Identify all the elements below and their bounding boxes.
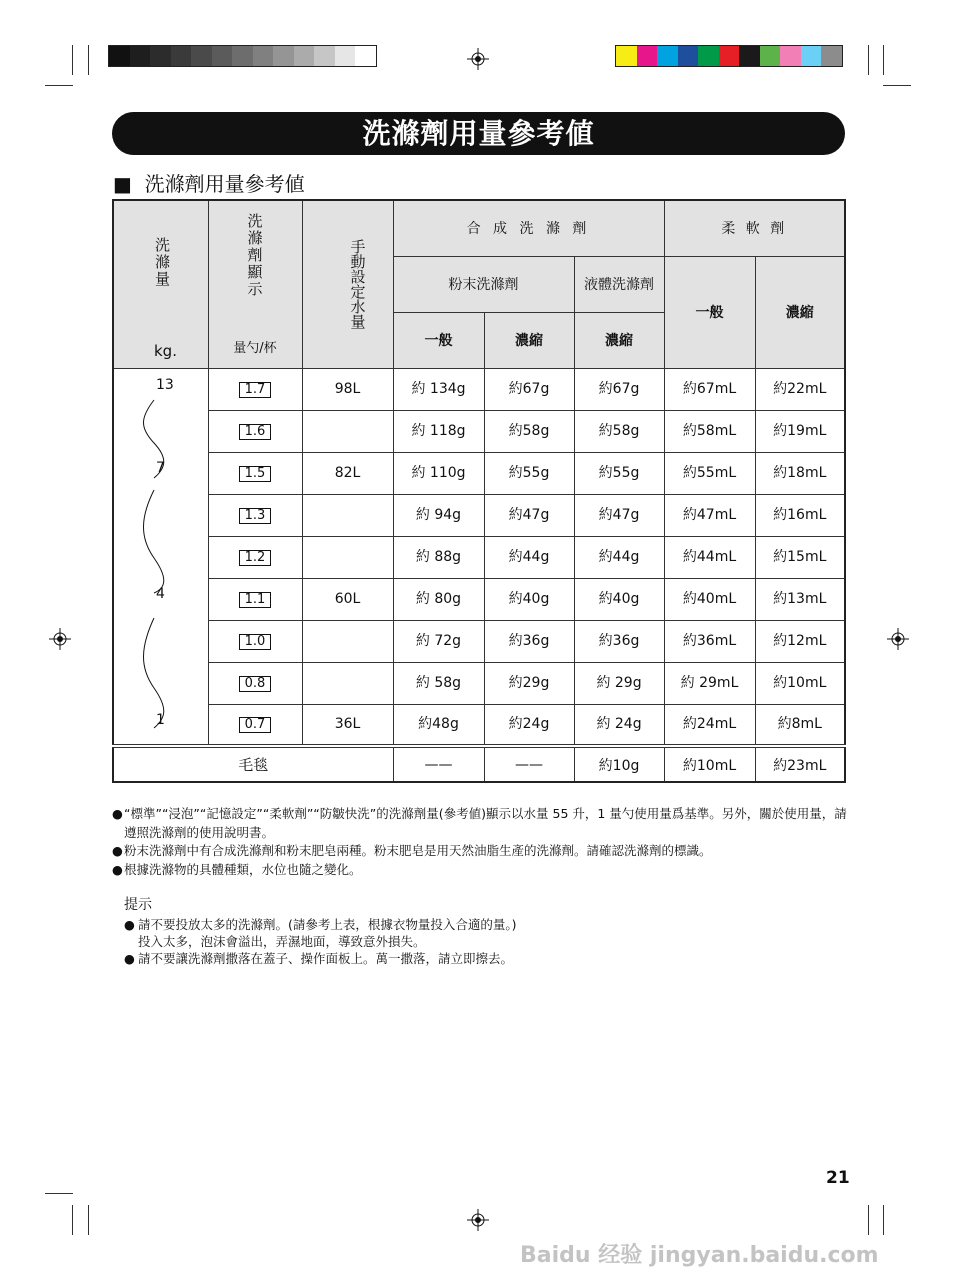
section-heading (113, 168, 305, 197)
color-swatch (821, 46, 842, 66)
color-swatch (760, 46, 781, 66)
crop-mark (883, 85, 911, 86)
blanket-soft-normal: 約10mL (664, 746, 755, 782)
liquid-conc-value: 約47g (598, 507, 640, 523)
cell-soft-normal (664, 536, 755, 578)
cell-water (302, 620, 393, 662)
table-row (113, 452, 845, 494)
liquid-conc-value: 約55g (598, 465, 640, 481)
soft-conc-value: 約8mL (777, 716, 822, 733)
cell-water (302, 704, 393, 746)
cell-display (208, 578, 302, 620)
tip-text: 請不要讓洗滌劑撒落在蓋子、操作面板上。萬一撒落，請立即擦去。 (138, 951, 514, 966)
header-soft-conc: 濃縮 (755, 256, 845, 368)
crop-mark (72, 45, 73, 75)
bullet-icon: ● (124, 951, 135, 966)
cell-liquid-conc (574, 368, 664, 410)
powder-conc-value: 約29g (508, 675, 550, 691)
cell-powder-normal (393, 410, 484, 452)
powder-normal-value: 約 134g (411, 381, 466, 397)
gray-swatch (273, 46, 294, 66)
kg-unit: kg. (154, 341, 177, 360)
square-bullet-icon: ■ (113, 172, 132, 196)
cell-soft-normal (664, 620, 755, 662)
page-title: 洗滌劑用量參考値 (112, 112, 845, 155)
powder-conc-value: 約44g (508, 549, 550, 565)
gray-swatch (150, 46, 171, 66)
registration-mark-icon (49, 628, 71, 650)
note-text: “標準”“浸泡”“記憶設定”“柔軟劑”“防皺快洗”的洗滌劑量(參考値)顯示以水量 55 升，1 量勺使用量爲基準。另外，關於使用量，請遵照洗滌劑的使用說明書。 (124, 806, 847, 840)
blanket-soft-conc: 約23mL (755, 746, 845, 782)
registration-mark-icon (467, 48, 489, 70)
manual-water-label: 手動設定水量 (348, 239, 367, 330)
cell-powder-conc (484, 452, 574, 494)
gray-swatch (191, 46, 212, 66)
display-value: 1.5 (239, 466, 271, 482)
detergent-table (112, 199, 846, 783)
water-value: 36L (334, 716, 361, 733)
water-value: 82L (334, 465, 361, 481)
cell-display (208, 368, 302, 410)
cell-soft-normal (664, 704, 755, 746)
display-value: 1.1 (239, 592, 271, 608)
powder-conc-value: 約24g (508, 716, 550, 733)
table-row (113, 662, 845, 704)
cell-display (208, 494, 302, 536)
cell-powder-normal (393, 536, 484, 578)
display-value: 0.8 (239, 676, 271, 692)
powder-normal-value: 約 72g (415, 633, 462, 649)
cell-powder-normal (393, 704, 484, 746)
powder-conc-value: 約67g (508, 381, 550, 397)
cell-powder-normal (393, 368, 484, 410)
soft-conc-value: 約16mL (773, 507, 827, 523)
header-powder-normal: 一般 (393, 312, 484, 368)
registration-mark-icon (887, 628, 909, 650)
water-value: 60L (334, 591, 361, 607)
cell-water (302, 452, 393, 494)
soft-normal-value: 約44mL (682, 549, 737, 565)
soft-conc-value: 約19mL (773, 423, 827, 439)
note-item (112, 861, 852, 880)
cell-water (302, 494, 393, 536)
powder-normal-value: 約 58g (415, 675, 462, 691)
blanket-label: 毛毯 (113, 746, 393, 782)
crop-mark (883, 45, 884, 75)
header-liquid: 液體洗滌劑 (574, 256, 664, 312)
gray-swatch (314, 46, 335, 66)
page-number: 21 (826, 1168, 850, 1188)
table-row (113, 704, 845, 746)
tip-text: 請不要投放太多的洗滌劑。(請參考上表，根據衣物量投入合適的量。) 投入太多，泡沫會溢出，弄濕地面，導致意外損失。 (138, 917, 517, 949)
color-swatch (719, 46, 740, 66)
cell-powder-conc (484, 368, 574, 410)
cell-display (208, 452, 302, 494)
cell-soft-normal (664, 452, 755, 494)
crop-mark (868, 1205, 869, 1235)
cell-powder-conc (484, 536, 574, 578)
cell-soft-conc (755, 494, 845, 536)
tip-item (124, 916, 852, 950)
table-row (113, 368, 845, 410)
powder-conc-value: 約55g (508, 465, 550, 481)
powder-normal-value: 約 94g (415, 507, 462, 523)
liquid-conc-value: 約58g (598, 423, 640, 439)
color-swatch (657, 46, 678, 66)
color-swatch (698, 46, 719, 66)
soft-normal-value: 約47mL (682, 507, 737, 523)
gray-swatch (253, 46, 274, 66)
bullet-icon: ● (112, 861, 123, 877)
spoon-unit: 量勺/杯 (233, 340, 277, 356)
soft-conc-value: 約13mL (773, 591, 827, 607)
gray-swatch (232, 46, 253, 66)
cell-soft-normal (664, 662, 755, 704)
crop-mark (45, 1193, 73, 1194)
powder-normal-value: 約 80g (415, 591, 462, 607)
display-value: 1.3 (239, 508, 271, 524)
blanket-powder-normal: —— (393, 746, 484, 782)
liquid-conc-value: 約 29g (596, 675, 642, 691)
kg-value: 7 (156, 460, 165, 476)
header-soft-normal: 一般 (664, 256, 755, 368)
color-swatch (678, 46, 699, 66)
gray-swatch (109, 46, 130, 66)
cell-liquid-conc (574, 494, 664, 536)
cell-liquid-conc (574, 662, 664, 704)
gray-swatch (335, 46, 356, 66)
soft-normal-value: 約36mL (682, 633, 737, 649)
cell-display (208, 704, 302, 746)
note-text: 根據洗滌物的具體種類，水位也隨之變化。 (124, 861, 362, 877)
wash-amount-label: 洗滌量 (153, 237, 171, 288)
grayscale-calibration-bar (108, 45, 377, 67)
soft-conc-value: 約22mL (773, 381, 827, 397)
cell-water (302, 536, 393, 578)
crop-mark (88, 45, 89, 75)
cell-soft-normal (664, 410, 755, 452)
detergent-display-label: 洗滌劑顯示 (245, 213, 264, 298)
tip-item (124, 950, 852, 967)
color-swatch (801, 46, 822, 66)
liquid-conc-value: 約67g (598, 381, 640, 397)
color-swatch (637, 46, 658, 66)
cell-soft-normal (664, 368, 755, 410)
cell-soft-conc (755, 452, 845, 494)
crop-mark (72, 1205, 73, 1235)
display-value: 0.7 (239, 717, 271, 733)
cell-soft-conc (755, 410, 845, 452)
table-row (113, 410, 845, 452)
kg-value: 1 (156, 712, 165, 728)
notes (112, 805, 852, 879)
gray-swatch (171, 46, 192, 66)
cell-liquid-conc (574, 620, 664, 662)
liquid-conc-value: 約40g (598, 591, 640, 607)
cell-powder-conc (484, 494, 574, 536)
cell-liquid-conc (574, 536, 664, 578)
cell-powder-normal (393, 578, 484, 620)
powder-conc-value: 約36g (508, 633, 550, 649)
cell-soft-normal (664, 494, 755, 536)
soft-normal-value: 約40mL (682, 591, 737, 607)
bullet-icon: ● (124, 917, 135, 932)
cell-soft-conc (755, 536, 845, 578)
cell-liquid-conc (574, 704, 664, 746)
gray-swatch (355, 46, 376, 66)
cell-soft-normal (664, 578, 755, 620)
crop-mark (88, 1205, 89, 1235)
cell-liquid-conc (574, 578, 664, 620)
liquid-conc-value: 約36g (598, 633, 640, 649)
cell-soft-conc (755, 578, 845, 620)
range-wave-line (140, 398, 180, 738)
cell-soft-conc (755, 704, 845, 746)
bullet-icon: ● (112, 843, 123, 858)
soft-normal-value: 約58mL (682, 423, 737, 439)
table-row (113, 620, 845, 662)
cell-water (302, 662, 393, 704)
table-row (113, 494, 845, 536)
header-wash-amount (113, 200, 208, 368)
header-synthetic: 合 成 洗 滌 劑 (393, 200, 664, 256)
header-detergent-display (208, 200, 302, 368)
table-row (113, 536, 845, 578)
cell-display (208, 410, 302, 452)
cell-water (302, 578, 393, 620)
cell-display (208, 536, 302, 578)
color-swatch (739, 46, 760, 66)
cell-powder-conc (484, 662, 574, 704)
header-liquid-conc: 濃縮 (574, 312, 664, 368)
soft-conc-value: 約10mL (773, 675, 827, 691)
registration-mark-icon (467, 1209, 489, 1231)
soft-normal-value: 約55mL (682, 465, 737, 481)
cell-powder-conc (484, 410, 574, 452)
cell-display (208, 620, 302, 662)
header-powder-conc: 濃縮 (484, 312, 574, 368)
soft-conc-value: 約12mL (773, 633, 827, 649)
crop-mark (868, 45, 869, 75)
header-manual-water (302, 200, 393, 368)
blanket-powder-conc: —— (484, 746, 574, 782)
powder-normal-value: 約 88g (415, 549, 462, 565)
cell-liquid-conc (574, 452, 664, 494)
soft-conc-value: 約15mL (773, 549, 827, 565)
crop-mark (45, 85, 73, 86)
kg-value: 13 (156, 376, 174, 393)
soft-normal-value: 約67mL (682, 381, 737, 397)
note-text: 粉末洗滌劑中有合成洗滌劑和粉末肥皂兩種。粉末肥皂是用天然油脂生產的洗滌劑。請確認洗滌劑的標識。 (124, 843, 712, 858)
blanket-liquid-conc: 約10g (574, 746, 664, 782)
cell-powder-normal (393, 662, 484, 704)
soft-conc-value: 約18mL (773, 465, 827, 481)
color-calibration-bar (615, 45, 843, 67)
powder-conc-value: 約40g (508, 591, 550, 607)
display-value: 1.2 (239, 550, 271, 566)
table-row (113, 578, 845, 620)
soft-normal-value: 約24mL (682, 716, 737, 733)
liquid-conc-value: 約44g (598, 549, 640, 565)
cell-powder-normal (393, 620, 484, 662)
cell-water (302, 368, 393, 410)
baidu-watermark: Baidu 经验 jingyan.baidu.com (520, 1243, 879, 1268)
color-swatch (616, 46, 637, 66)
cell-soft-conc (755, 662, 845, 704)
display-value: 1.0 (239, 634, 271, 650)
powder-normal-value: 約48g (418, 716, 459, 733)
powder-conc-value: 約58g (508, 423, 550, 439)
cell-powder-conc (484, 578, 574, 620)
cell-soft-conc (755, 368, 845, 410)
display-value: 1.6 (239, 424, 271, 440)
content-flow (112, 199, 852, 967)
kg-value: 4 (156, 586, 165, 602)
powder-normal-value: 約 110g (411, 465, 466, 481)
note-item (112, 842, 852, 861)
bullet-icon: ● (112, 806, 123, 821)
soft-normal-value: 約 29mL (680, 675, 739, 691)
gray-swatch (130, 46, 151, 66)
header-powder: 粉末洗滌劑 (393, 256, 574, 312)
tips-title: 提示 (124, 897, 152, 913)
cell-powder-normal (393, 494, 484, 536)
gray-swatch (294, 46, 315, 66)
note-item (112, 805, 852, 842)
crop-mark (883, 1205, 884, 1235)
cell-liquid-conc (574, 410, 664, 452)
gray-swatch (212, 46, 233, 66)
header-softener: 柔 軟 劑 (664, 200, 845, 256)
cell-powder-conc (484, 620, 574, 662)
cell-powder-conc (484, 704, 574, 746)
color-swatch (780, 46, 801, 66)
cell-water (302, 410, 393, 452)
cell-display (208, 662, 302, 704)
tips (112, 897, 852, 967)
powder-normal-value: 約 118g (411, 423, 466, 439)
powder-conc-value: 約47g (508, 507, 550, 523)
blanket-row (113, 746, 845, 782)
liquid-conc-value: 約 24g (596, 716, 642, 733)
section-heading-text: 洗滌劑用量參考値 (144, 172, 305, 196)
cell-powder-normal (393, 452, 484, 494)
display-value: 1.7 (239, 382, 271, 398)
cell-soft-conc (755, 620, 845, 662)
water-value: 98L (334, 381, 361, 397)
